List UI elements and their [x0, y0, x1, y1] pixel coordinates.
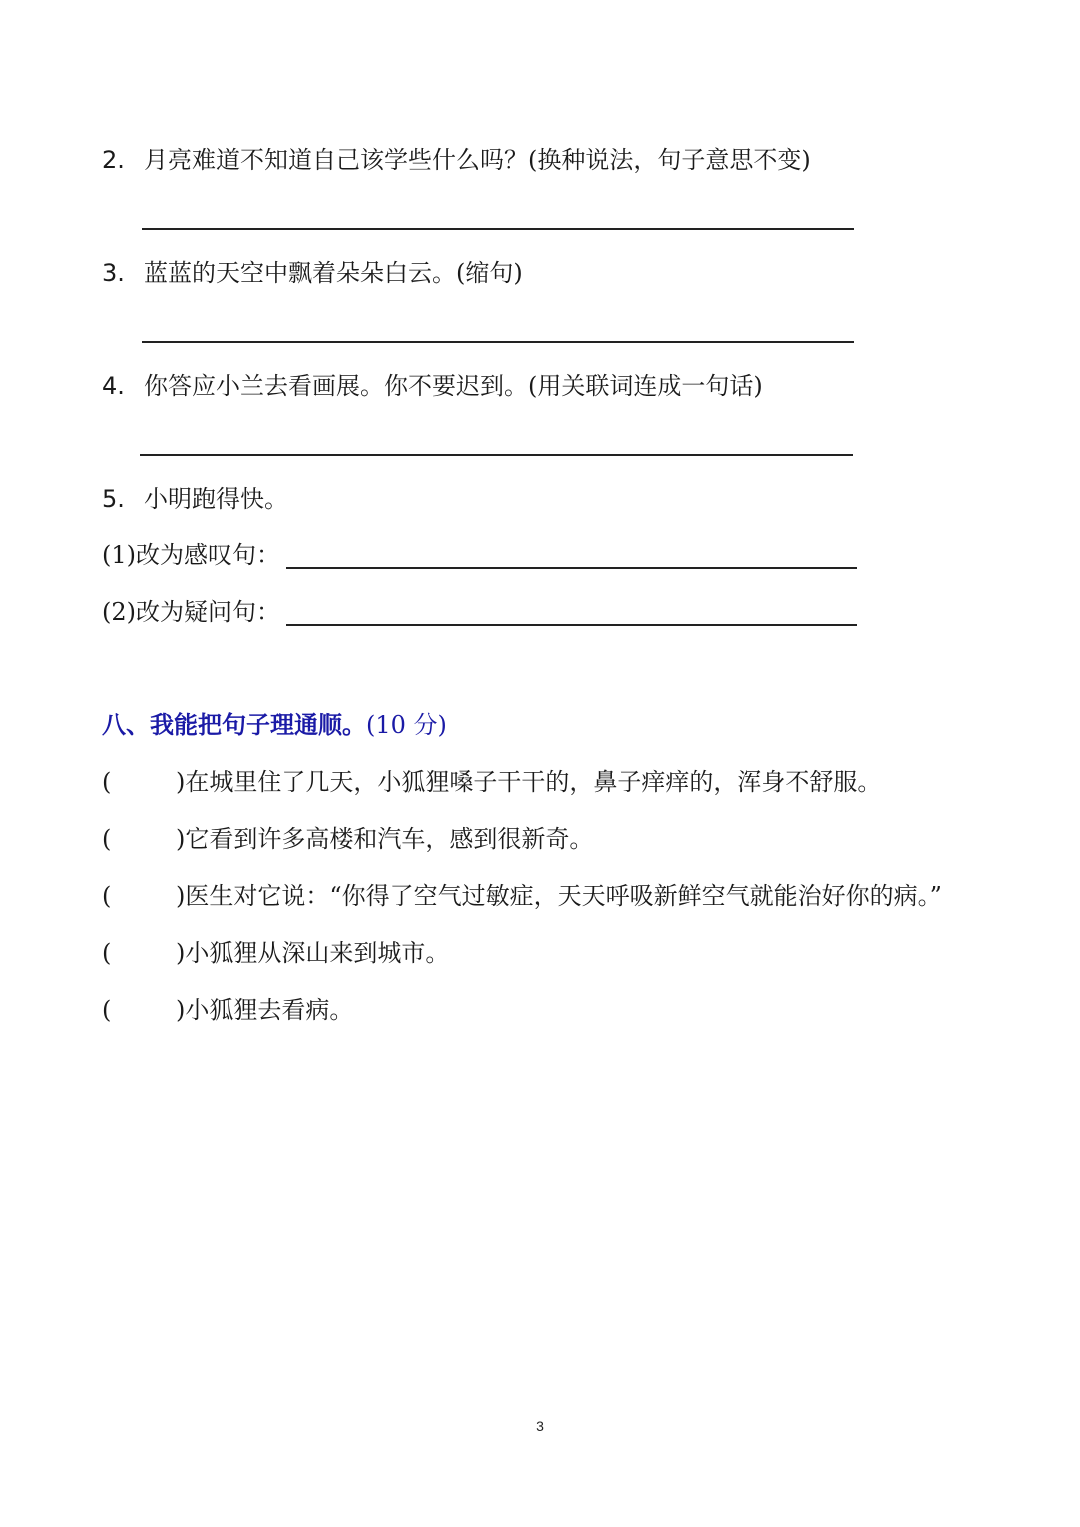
page-number: 3 [536, 1418, 544, 1434]
section-8-heading [102, 710, 447, 740]
question-4-answer-line[interactable] [140, 454, 853, 456]
question-3-answer-line[interactable] [142, 341, 854, 343]
ordering-item-2 [102, 824, 593, 854]
ordering-item-4-blank[interactable]: ( [102, 939, 112, 967]
question-2-text: 月亮难道不知道自己该学些什么吗？(换种说法，句子意思不变) [144, 146, 811, 174]
ordering-item-1-text: 在城里住了几天，小狐狸嗓子干干的，鼻子痒痒的，浑身不舒服。 [185, 768, 882, 796]
ordering-item-1 [102, 767, 881, 797]
ordering-item-3-blank[interactable]: ( [102, 882, 112, 910]
question-3 [102, 258, 523, 288]
question-5-text: 小明跑得快。 [144, 485, 288, 513]
ordering-item-5-close: ) [176, 996, 186, 1024]
ordering-item-2-close: ) [176, 825, 186, 853]
question-4-number: 4. [102, 372, 125, 400]
ordering-item-1-close: ) [176, 768, 186, 796]
question-2 [102, 145, 811, 175]
ordering-item-3-text: 医生对它说：“你得了空气过敏症，天天呼吸新鲜空气就能治好你的病。” [185, 882, 942, 910]
question-2-answer-line[interactable] [142, 228, 854, 230]
ordering-item-4-text: 小狐狸从深山来到城市。 [185, 939, 450, 967]
question-5-sub-2-label: (2)改为疑问句： [102, 598, 280, 626]
question-4 [102, 371, 763, 401]
question-5-sub-1-label: (1)改为感叹句： [102, 541, 280, 569]
question-4-text: 你答应小兰去看画展。你不要迟到。(用关联词连成一句话) [144, 372, 763, 400]
question-3-number: 3. [102, 259, 125, 287]
question-5-sub-1-answer-line[interactable] [286, 567, 857, 569]
ordering-item-4-close: ) [176, 939, 186, 967]
question-5-number: 5. [102, 485, 125, 513]
section-8-score: (10 分) [366, 711, 447, 739]
ordering-item-3 [102, 881, 942, 911]
ordering-item-3-close: ) [176, 882, 186, 910]
section-8-title: 八、我能把句子理通顺。 [102, 710, 366, 739]
ordering-item-5-text: 小狐狸去看病。 [185, 996, 354, 1024]
ordering-item-2-text: 它看到许多高楼和汽车，感到很新奇。 [185, 825, 594, 853]
ordering-item-5 [102, 995, 353, 1025]
question-5-sub-1 [102, 540, 280, 570]
question-2-number: 2. [102, 146, 125, 174]
question-3-text: 蓝蓝的天空中飘着朵朵白云。(缩句) [144, 259, 523, 287]
ordering-item-4 [102, 938, 449, 968]
ordering-item-5-blank[interactable]: ( [102, 996, 112, 1024]
ordering-item-1-blank[interactable]: ( [102, 768, 112, 796]
question-5 [102, 484, 288, 514]
question-5-sub-2-answer-line[interactable] [286, 624, 857, 626]
question-5-sub-2 [102, 597, 280, 627]
ordering-item-2-blank[interactable]: ( [102, 825, 112, 853]
